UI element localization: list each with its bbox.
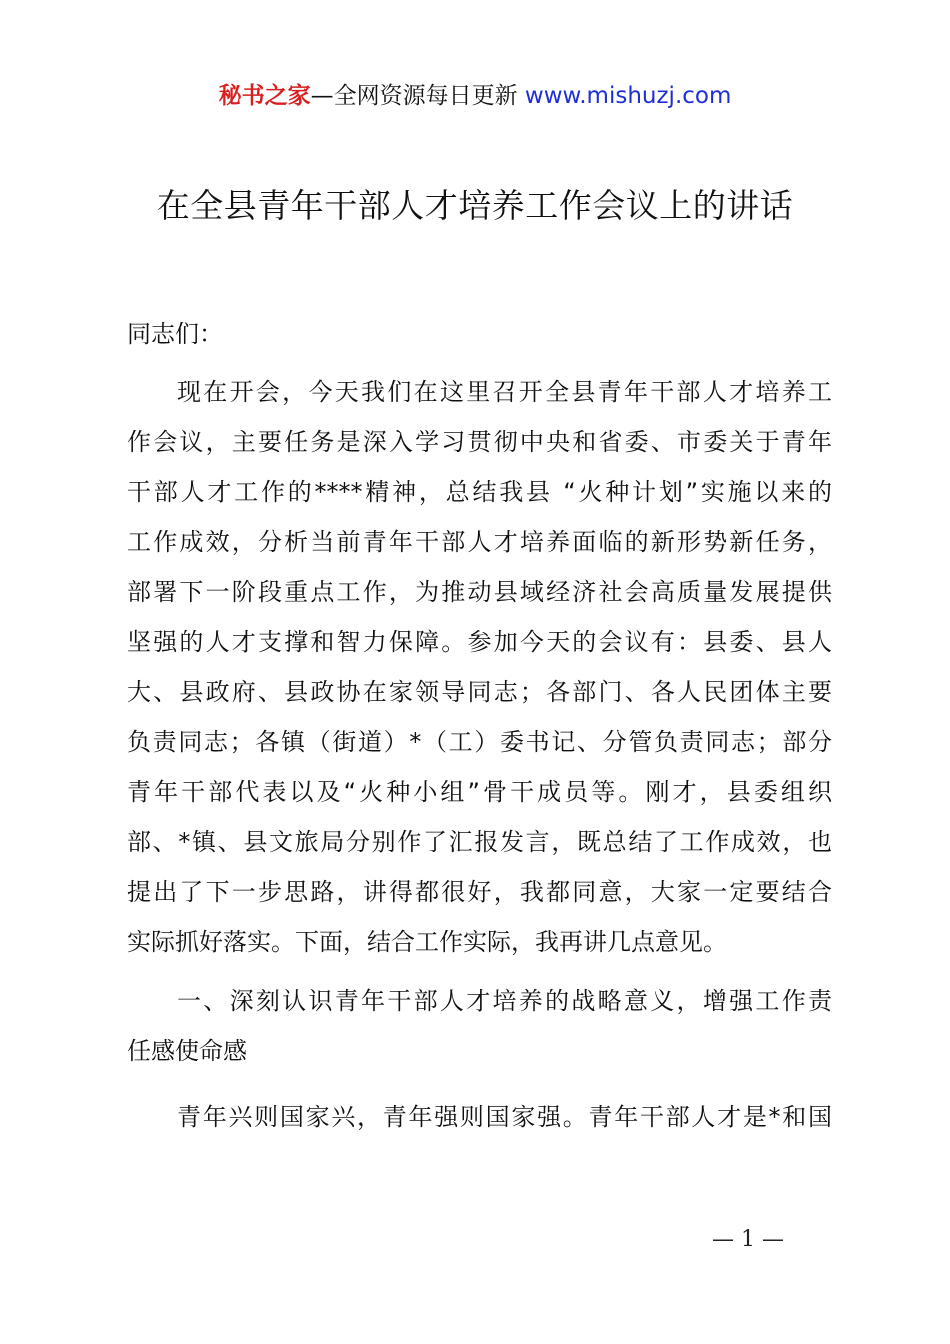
paragraph-line: 大、县政府、县政协在家领导同志；各部门、各人民团体主要 xyxy=(127,678,832,706)
paragraph-line: 现在开会，今天我们在这里召开全县青年干部人才培养工 xyxy=(177,378,832,406)
paragraph-line: 青年干部代表以及“火种小组”骨干成员等。刚才，县委组织 xyxy=(127,778,832,806)
page-number: — 1 — xyxy=(712,1227,784,1252)
section-heading xyxy=(127,976,832,1076)
paragraph-line: 坚强的人才支撑和智力保障。参加今天的会议有：县委、县人 xyxy=(127,628,832,656)
document-title: 在全县青年干部人才培养工作会议上的讲话 xyxy=(156,186,794,225)
body-paragraph xyxy=(127,1092,832,1142)
paragraph-line: 实际抓好落实。下面，结合工作实际，我再讲几点意见。 xyxy=(127,928,727,956)
paragraph-line: 作会议，主要任务是深入学习贯彻中央和省委、市委关于青年 xyxy=(127,428,832,456)
paragraph-line: 工作成效，分析当前青年干部人才培养面临的新形势新任务， xyxy=(127,528,832,556)
paragraph-line: 部署下一阶段重点工作，为推动县域经济社会高质量发展提供 xyxy=(127,578,832,606)
header-slogan: —全网资源每日更新 xyxy=(310,83,518,109)
header-brand: 秘书之家 xyxy=(218,83,311,109)
salutation-text: 同志们： xyxy=(127,320,223,348)
paragraph-line: 干部人才工作的****精神，总结我县 “火种计划”实施以来的 xyxy=(127,478,832,506)
paragraph-line: 部、*镇、县文旅局分别作了汇报发言，既总结了工作成效，也 xyxy=(127,828,832,856)
salutation xyxy=(127,309,832,359)
paragraph-line: 提出了下一步思路，讲得都很好，我都同意，大家一定要结合 xyxy=(127,878,832,906)
header-url-link[interactable]: www.mishuzj.com xyxy=(524,83,732,109)
intro-paragraph xyxy=(127,367,832,967)
paragraph-line: 青年兴则国家兴，青年强则国家强。青年干部人才是*和国 xyxy=(177,1103,832,1131)
section-heading-line: 一、深刻认识青年干部人才培养的战略意义，增强工作责 xyxy=(177,987,832,1015)
section-heading-line: 任感使命感 xyxy=(127,1037,247,1065)
site-header xyxy=(0,80,950,112)
paragraph-line: 负责同志；各镇（街道）*（工）委书记、分管负责同志；部分 xyxy=(127,728,832,756)
